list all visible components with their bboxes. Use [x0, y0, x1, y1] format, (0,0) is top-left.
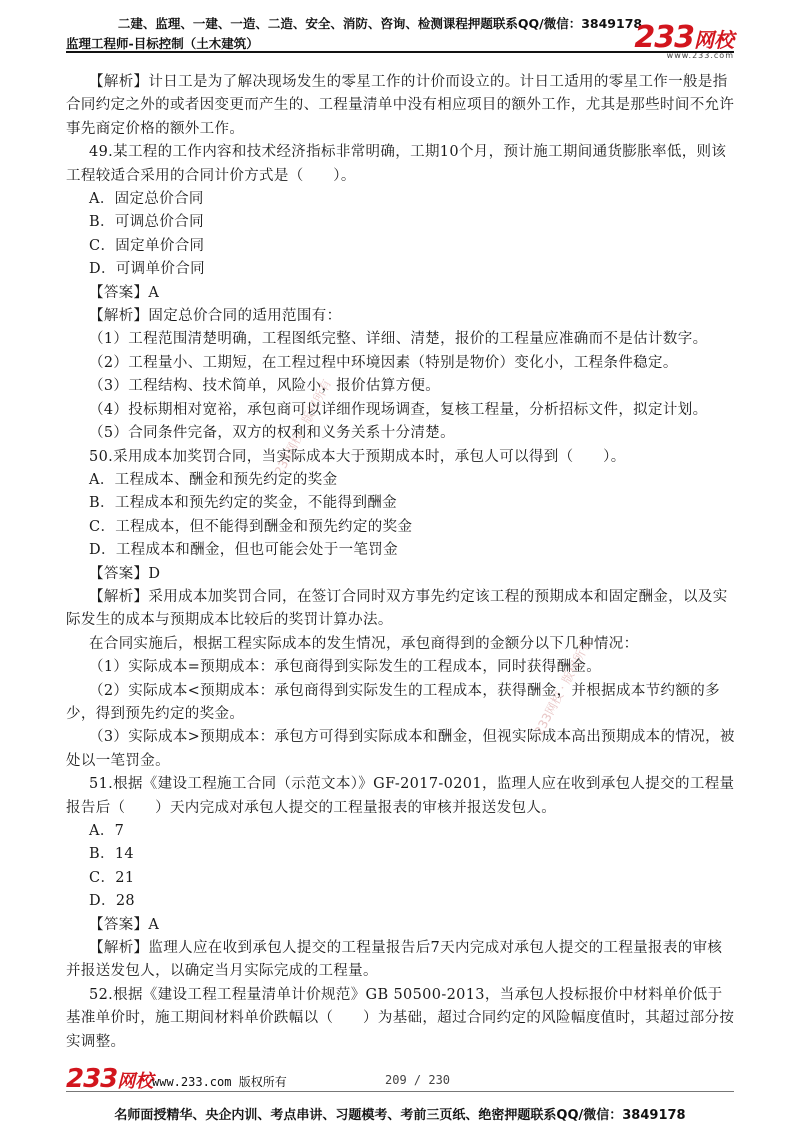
footer-promo-text: 名师面授精华、央企内训、考点串讲、习题模考、考前三页纸、绝密押题联系QQ/微信：3849178: [114, 1108, 686, 1123]
question-51-option-b: B．14: [89, 846, 135, 863]
question-50-analysis-line: （1）实际成本=预期成本：承包商得到实际发生的工程成本，同时获得酬金。: [89, 659, 602, 676]
question-51-option-d: D．28: [89, 893, 135, 910]
question-49-analysis-line: （5）合同条件完备，双方的权利和义务关系十分清楚。: [89, 425, 455, 442]
page-header: [0, 0, 800, 58]
question-49-option-c: C．固定单价合同: [89, 237, 205, 254]
question-49-option-b: B．可调总价合同: [89, 214, 204, 231]
question-51-stem: 51.根据《建设工程施工合同（示范文本）》GF-2017-0201，监理人应在收到承包人提交的工程量报告后（ ）天内完成对承包人提交的工程量报表的审核并报送发包人。: [66, 776, 735, 816]
footer-copyright: [152, 1073, 287, 1090]
question-52-stem: 52.根据《建设工程工程量清单计价规范》GB 50500-2013，当承包人投标报价中材料单价低于基准单价时，施工期间材料单价跌幅以（ ）为基础，超过合同约定的风险幅度值时，其超过部分按实调整。: [66, 986, 735, 1050]
question-50-option-a: A．工程成本、酬金和预先约定的奖金: [89, 471, 338, 488]
question-49-option-d: D．可调单价合同: [89, 261, 205, 278]
footer-rights: 版权所有: [238, 1075, 287, 1089]
logo-url: www.233.com: [666, 51, 734, 60]
question-50-analysis-line: 在合同实施后，根据工程实际成本的发生情况，承包商得到的金额分以下几种情况：: [89, 635, 639, 652]
question-50-analysis-line: 【解析】采用成本加奖罚合同，在签订合同时双方事先约定该工程的预期成本和固定酬金，以及实际发生的成本与预期成本比较后的奖罚计算办法。: [66, 588, 728, 629]
question-51-option-a: A．7: [89, 823, 125, 839]
footer-logo[interactable]: [66, 1064, 153, 1094]
header-divider: [66, 51, 734, 53]
footer-divider: [66, 1091, 734, 1092]
footer-site-link[interactable]: www.233.com: [152, 1075, 232, 1089]
question-50-answer: 【答案】D: [89, 565, 161, 582]
header-promo-text: 二建、监理、一建、一造、二造、安全、消防、咨询、检测课程押题联系QQ/微信：3849178: [117, 16, 643, 31]
question-50-option-c: C．工程成本，但不能得到酬金和预先约定的奖金: [89, 518, 413, 535]
question-49-option-a: A．固定总价合同: [89, 191, 204, 208]
question-49-analysis-line: （4）投标期相对宽裕，承包商可以详细作现场调查，复核工程量，分析招标文件，拟定计划。: [89, 401, 708, 418]
question-49-analysis-line: 【解析】固定总价合同的适用范围有：: [89, 308, 342, 325]
watermark: 233网校 · 版权所有: [271, 377, 335, 478]
question-49-answer: 【答案】A: [89, 284, 160, 301]
watermark: 233网校 · 版权所有: [531, 637, 595, 738]
question-49-stem: 49.某工程的工作内容和技术经济指标非常明确，工期10个月，预计施工期间通货膨胀率低，则该工程较适合采用的合同计价方式是（ ）。: [66, 144, 727, 184]
question-51-analysis: 【解析】监理人应在收到承包人提交的工程量报告后7天内完成对承包人提交的工程量报表的审核并报送发包人，以确定当月实际完成的工程量。: [66, 940, 723, 980]
page-number: 209 / 230: [385, 1073, 451, 1087]
question-50-analysis-line: （3）实际成本>预期成本：承包方可得到实际成本和酬金，但视实际成本高出预期成本的情况，被处以一笔罚金。: [66, 729, 735, 769]
logo-number: 233: [634, 20, 694, 55]
document-subject: 监理工程师-目标控制（土木建筑）: [66, 36, 259, 51]
question-50-option-b: B．工程成本和预先约定的奖金，不能得到酬金: [89, 495, 398, 512]
q48-analysis: 【解析】计日工是为了解决现场发生的零星工作的计价而设立的。计日工适用的零星工作一般是指合同约定之外的或者因变更而产生的、工程量清单中没有相应项目的额外工作，尤其是那些时间不允许事先商定价格的额外工作。: [66, 74, 735, 137]
logo-text: 网校: [694, 28, 734, 52]
question-50-option-d: D．工程成本和酬金，但也可能会处于一笔罚金: [89, 542, 398, 559]
question-51-option-c: C．21: [89, 869, 135, 886]
question-49-analysis-line: （1）工程范围清楚明确，工程图纸完整、详细、清楚，报价的工程量应准确而不是估计数字。: [89, 331, 708, 348]
question-49-analysis-line: （2）工程量小、工期短，在工程过程中环境因素（特别是物价）变化小，工程条件稳定。: [89, 354, 678, 371]
footer-logo-text: 网校: [117, 1071, 154, 1092]
site-logo[interactable]: [634, 20, 734, 60]
question-49-analysis-line: （3）工程结构、技术简单，风险小，报价估算方便。: [89, 378, 441, 395]
question-50-stem: 50.采用成本加奖罚合同，当实际成本大于预期成本时，承包人可以得到（ ）。: [89, 448, 626, 465]
document-body: [66, 71, 736, 1054]
footer-logo-number: 233: [66, 1064, 118, 1094]
page-footer: [0, 1062, 800, 1132]
question-51-answer: 【答案】A: [89, 916, 160, 933]
question-50-analysis-line: （2）实际成本<预期成本：承包商得到实际发生的工程成本，获得酬金，并根据成本节约额的多少，得到预先约定的奖金。: [66, 682, 720, 722]
